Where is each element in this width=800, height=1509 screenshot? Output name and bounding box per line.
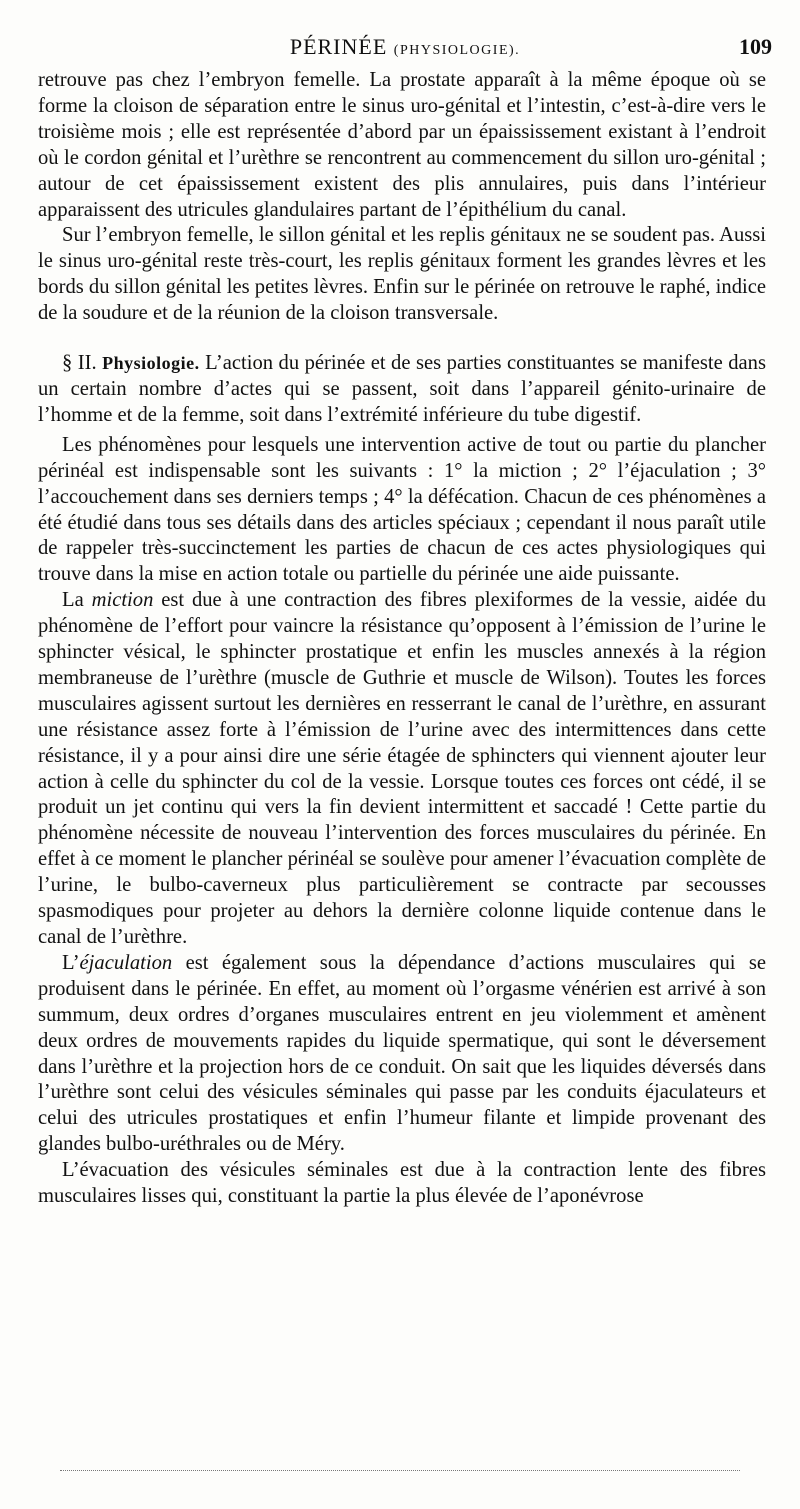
paragraph-text: L’action du périnée et de ses parties constituantes se manifeste dans un certain nombre d’actes qui se passent, soit dans l’appareil génito-urinaire de l’homme et de la femme, soit dans l’extrémité inférieure du tube digestif. [38,352,766,426]
paragraph-text: est également sous la dépendance d’actions musculaires qui se produisent dans le périnée. En effet, au moment où l’orgasme vénérien est arrivé à son summum, deux ordres d’organes musculaires entrent en jeu violemment et amènent deux ordres de mouvements rapides du liquide spermatique, qui sont le déversement dans l’urèthre et la projection hors de ce conduit. On sait que les liquides déversés dans l’urèthre sont celui des vésicules séminales qui passe par les conduits éjaculateurs et celui des utricules prostatiques et enfin l’humeur filante et limpide provenant des glandes bulbo-uréthrales ou de Méry. [38,951,766,1156]
section-heading: Physiologie. [102,353,200,374]
italic-term-miction: miction [91,589,154,612]
paragraph-section-physiologie [38,351,766,429]
section-mark: § II. [62,352,97,375]
paragraph-phenomenes: Les phénomènes pour lesquels une intervention active de tout ou partie du plancher périnéal est indispensable sont les suivants : 1° la miction ; 2° l’éjaculation ; 3° l’accouchement dans ses derniers temps ; 4° la défécation. Chacun de ces phénomènes a été étudié dans tous ses détails dans des articles spéciaux ; cependant il nous paraît utile de rappeler très-succinctement les parties de chacun de ces actes physiologiques qui trouve dans la mise en action totale ou partielle du périnée une aide puissante. [38,433,766,586]
page-number: 109 [739,34,772,59]
footer-rule [60,1470,740,1471]
running-title [38,34,772,60]
running-header [38,34,772,64]
body-text [38,68,766,1210]
running-title-sub: (PHYSIOLOGIE). [393,43,521,58]
paragraph-embryo-female: Sur l’embryon femelle, le sillon génital et les replis génitaux ne se soudent pas. Aussi le sinus uro-génital reste très-court, les replis génitaux forment les grandes lèvres et les bords du sillon génital les petites lèvres. Enfin sur le périnée on retrouve le raphé, indice de la soudure et de la réunion de la cloison transversale. [38,224,766,325]
paragraph-lead: La [62,589,84,612]
paragraph-miction [38,588,766,951]
paragraph-lead: L’ [62,951,80,974]
paragraph-continuation: retrouve pas chez l’embryon femelle. La prostate apparaît à la même époque où se forme la cloison de séparation entre le sinus uro-génital et l’intestin, c’est-à-dire vers le troisième mois ; elle est représentée d’abord par un épaississement existant à l’endroit où le cordon génital et l’urèthre se rencontrent au commencement du sillon uro-génital ; autour de cet épaississement existent des plis annulaires, puis dans l’intérieur apparaissent des utricules glandulaires partant de l’épithélium du canal. [38,69,766,221]
italic-term-ejaculation: éjaculation [79,951,173,974]
paragraph-ejaculation [38,951,766,1158]
running-title-main: PÉRINÉE [289,34,388,59]
paragraph-evacuation: L’évacuation des vésicules séminales est due à la contraction lente des fibres musculaires lisses qui, constituant la partie la plus élevée de l’aponévrose [38,1159,766,1208]
paragraph-text: est due à une contraction des fibres plexiformes de la vessie, aidée du phénomène de l’effort pour vaincre la résistance qu’opposent à l’émission de l’urine le sphincter vésical, le sphincter prostatique et enfin les muscles annexés à la région membraneuse de l’urèthre (muscle de Guthrie et muscle de Wilson). Toutes les forces musculaires agissent surtout les dernières en resserrant le canal de l’urèthre, en assurant une résistance assez forte à l’émission de l’urine avec des intermittences dans cette résistance, il y a pour ainsi dire une série étagée de sphincters qui viennent ajouter leur action à celle du sphincter du col de la vessie. Lorsque toutes ces forces ont cédé, il se produit un jet continu qui vers la fin devient intermittent et saccadé ! Cette partie du phénomène nécessite de nouveau l’intervention des forces musculaires du périnée. En effet à ce moment le plancher périnéal se soulève pour amener l’évacuation complète de l’urine, le bulbo-caverneux plus particulièrement se contracte par secousses spasmodiques pour projeter au dehors la dernière colonne liquide contenue dans le canal de l’urèthre. [38,589,767,948]
